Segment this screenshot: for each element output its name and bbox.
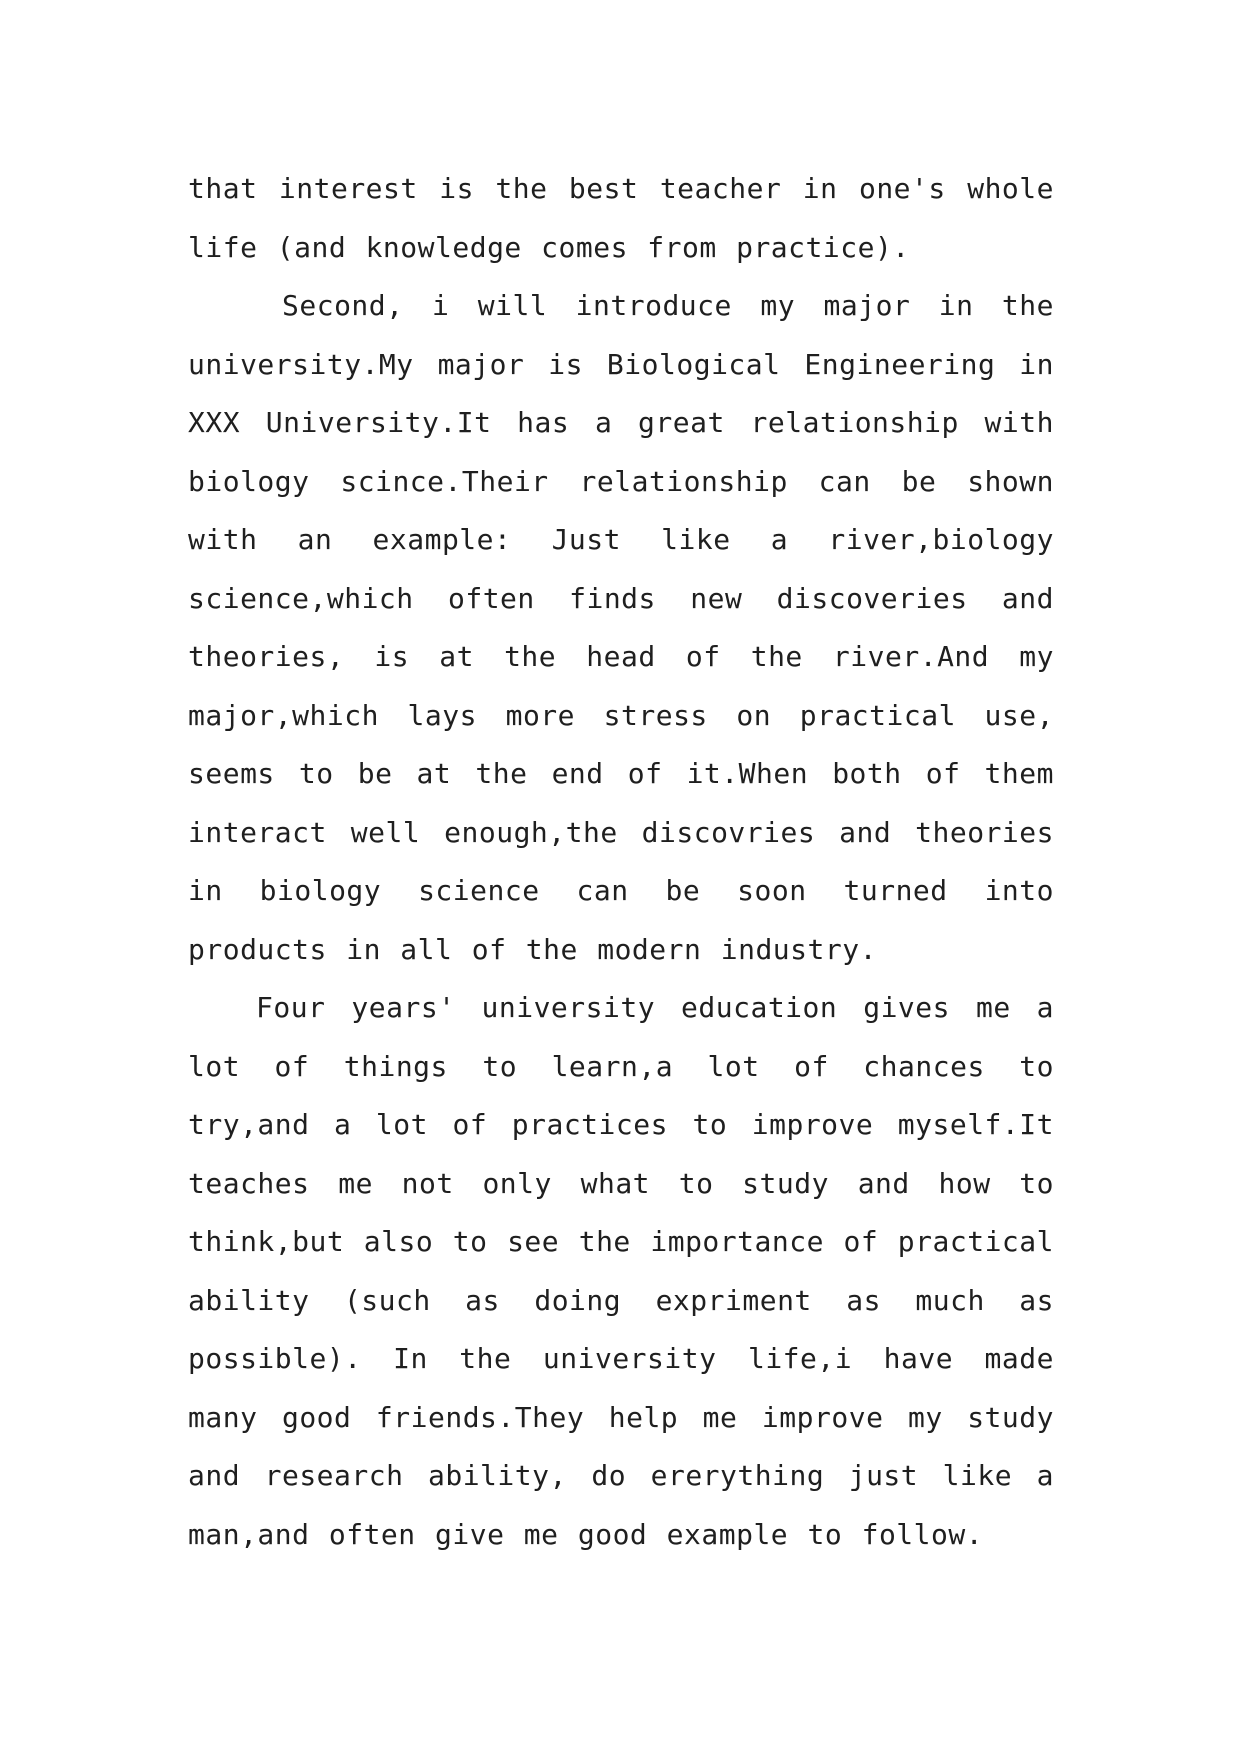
paragraph-1: that interest is the best teacher in one's whole life (and knowledge comes from practice). <box>188 172 1054 264</box>
paragraph-3: Four years' university education gives me a lot of things to learn,a lot of chances to try,and a lot of practices to improve myself.It teaches me not only what to study and how to think,but also to see the importance of practical ability (such as doing expriment as much as possible). In the university life,i have made many good friends.They help me improve my study and research ability, do ererything just like a man,and often give me good example to follow. <box>188 991 1054 1551</box>
paragraph-2: Second, i will introduce my major in the university.My major is Biological Engineering in XXX University.It has a great relationship with biology scince.Their relationship can be shown with an example: Just like a river,biology science,which often finds new discoveries and theories, is at the head of the river.And my major,which lays more stress on practical use, seems to be at the end of it.When both of them interact well enough,the discovries and theories in biology science can be soon turned into products in all of the modern industry. <box>188 289 1054 966</box>
document-body <box>188 160 1054 1564</box>
